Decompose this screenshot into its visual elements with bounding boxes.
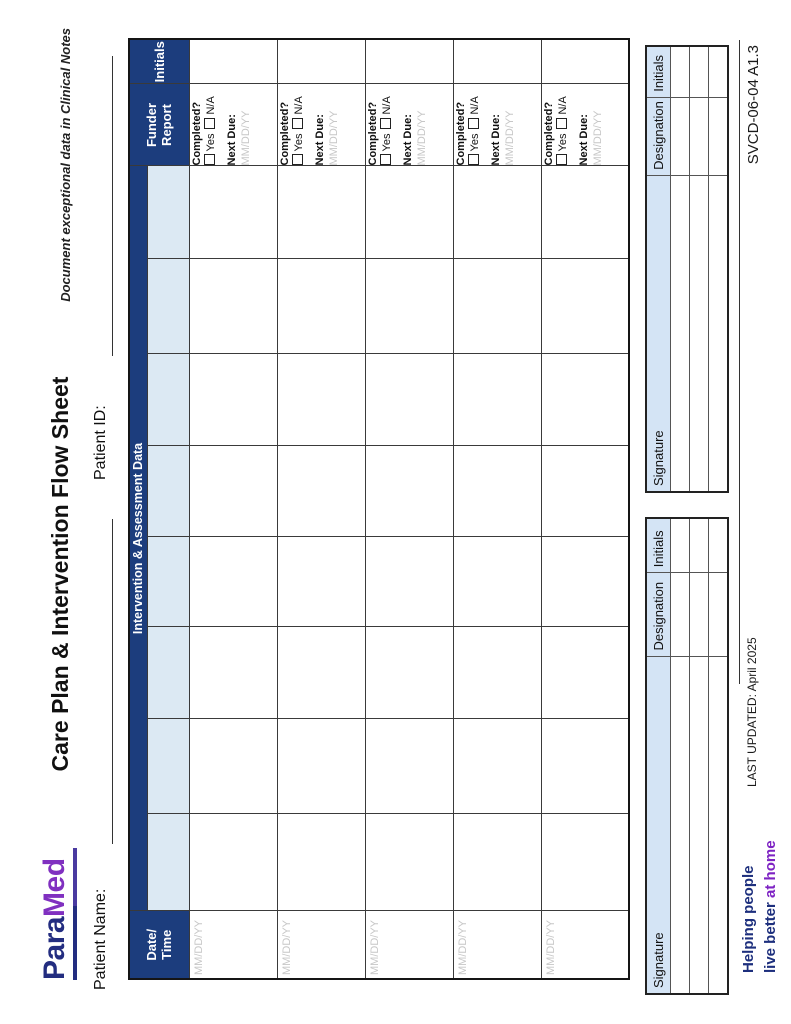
date-time-cell[interactable] (453, 911, 541, 979)
date-placeholder: MM/DD/YY (456, 920, 469, 975)
intervention-cell[interactable] (365, 719, 453, 814)
signature-row (709, 518, 729, 994)
intervention-cell[interactable] (453, 166, 541, 259)
intervention-cell[interactable] (541, 537, 629, 627)
intervention-label-cell[interactable] (147, 719, 189, 814)
next-due-placeholder: MM/DD/YY (415, 110, 428, 166)
logo-para-text: Para (38, 916, 71, 980)
checkbox-na-icon[interactable] (204, 118, 215, 129)
intervention-cell[interactable] (453, 354, 541, 446)
footer-divider (739, 40, 740, 684)
clinical-note-text: Document exceptional data in Clinical Notes (58, 28, 73, 302)
funder-report-cell (453, 84, 541, 166)
intervention-label-cell[interactable] (147, 814, 189, 911)
checkbox-na-icon[interactable] (380, 118, 391, 129)
completed-label: Completed? (278, 101, 291, 166)
intervention-cell[interactable] (453, 537, 541, 627)
signature-header-row (646, 518, 671, 994)
sig-header-signature: Signature (646, 175, 671, 492)
intervention-cell[interactable] (541, 354, 629, 446)
patient-name-line[interactable] (95, 519, 113, 844)
intervention-cell[interactable] (365, 166, 453, 259)
intervention-cell[interactable] (541, 259, 629, 354)
initials-cell[interactable] (189, 39, 277, 84)
intervention-cell[interactable] (277, 354, 365, 446)
intervention-cell[interactable] (189, 166, 277, 259)
intervention-label-cell[interactable] (147, 537, 189, 627)
intervention-cell[interactable] (277, 627, 365, 719)
completed-label: Completed? (542, 101, 555, 166)
sig-header-initials: Initials (646, 518, 671, 573)
intervention-label-cell[interactable] (147, 446, 189, 537)
patient-name-label: Patient Name: (92, 888, 109, 990)
funder-report-cell (189, 84, 277, 166)
flow-sheet-table (128, 38, 630, 980)
signature-cell[interactable] (671, 175, 690, 492)
yes-label: Yes (292, 133, 305, 152)
checkbox-yes-icon[interactable] (556, 154, 567, 165)
date-placeholder: MM/DD/YY (192, 920, 205, 975)
intervention-cell[interactable] (541, 719, 629, 814)
intervention-cell[interactable] (453, 259, 541, 354)
intervention-cell[interactable] (277, 537, 365, 627)
na-label: N/A (468, 96, 481, 115)
logo-med-text: Med (38, 858, 71, 917)
next-due-label: Next Due: (401, 114, 414, 166)
next-due-label: Next Due: (313, 114, 326, 166)
signature-table-right (645, 45, 729, 493)
intervention-cell[interactable] (453, 719, 541, 814)
intervention-cell[interactable] (365, 259, 453, 354)
initials-cell[interactable] (277, 39, 365, 84)
designation-cell[interactable] (709, 573, 729, 656)
tagline-line1: Helping people (740, 865, 757, 973)
date-placeholder: MM/DD/YY (280, 920, 293, 975)
signature-header-row (646, 46, 671, 492)
designation-cell[interactable] (690, 573, 709, 656)
intervention-cell[interactable] (453, 446, 541, 537)
table-row (541, 39, 629, 979)
designation-cell[interactable] (671, 97, 690, 175)
sig-initials-cell[interactable] (671, 46, 690, 97)
date-placeholder: MM/DD/YY (544, 920, 557, 975)
intervention-cell[interactable] (541, 814, 629, 911)
intervention-cell[interactable] (541, 166, 629, 259)
next-due-placeholder: MM/DD/YY (327, 110, 340, 166)
table-row (453, 39, 541, 979)
sig-initials-cell[interactable] (709, 518, 729, 573)
header-initials: Initials (129, 39, 189, 84)
checkbox-yes-icon[interactable] (468, 154, 479, 165)
next-due-placeholder: MM/DD/YY (503, 110, 516, 166)
checkbox-na-icon[interactable] (292, 118, 303, 129)
signature-cell[interactable] (709, 175, 729, 492)
sig-header-signature: Signature (646, 656, 671, 994)
completed-label: Completed? (366, 101, 379, 166)
intervention-cell[interactable] (189, 259, 277, 354)
checkbox-na-icon[interactable] (468, 118, 479, 129)
designation-cell[interactable] (671, 573, 690, 656)
intervention-cell[interactable] (189, 719, 277, 814)
intervention-cell[interactable] (277, 814, 365, 911)
signature-row (709, 46, 729, 492)
tagline (738, 840, 782, 973)
intervention-cell[interactable] (453, 814, 541, 911)
next-due-placeholder: MM/DD/YY (591, 110, 604, 166)
header-date-time: Date/ Time (129, 911, 189, 979)
na-label: N/A (292, 96, 305, 115)
designation-cell[interactable] (690, 97, 709, 175)
intervention-cell[interactable] (453, 627, 541, 719)
patient-id-label: Patient ID: (92, 405, 109, 480)
na-label: N/A (204, 96, 217, 115)
intervention-cell[interactable] (365, 446, 453, 537)
intervention-cell[interactable] (277, 719, 365, 814)
table-row (277, 39, 365, 979)
initials-cell[interactable] (365, 39, 453, 84)
signature-cell[interactable] (671, 656, 690, 994)
tagline-line2: live better at home (762, 840, 779, 973)
header-intervention-data: Intervention & Assessment Data (129, 166, 147, 911)
checkbox-yes-icon[interactable] (292, 154, 303, 165)
header-funder-report: Funder Report (129, 84, 189, 166)
intervention-cell[interactable] (189, 627, 277, 719)
intervention-cell[interactable] (189, 814, 277, 911)
page-title: Care Plan & Intervention Flow Sheet (47, 376, 73, 772)
intervention-cell[interactable] (365, 537, 453, 627)
next-due-label: Next Due: (577, 114, 590, 166)
date-time-cell[interactable] (189, 911, 277, 979)
designation-cell[interactable] (709, 97, 729, 175)
intervention-cell[interactable] (277, 259, 365, 354)
table-row (189, 39, 277, 979)
intervention-cell[interactable] (277, 446, 365, 537)
intervention-label-cell[interactable] (147, 259, 189, 354)
initials-cell[interactable] (453, 39, 541, 84)
na-label: N/A (556, 96, 569, 115)
intervention-label-cell[interactable] (147, 166, 189, 259)
checkbox-na-icon[interactable] (556, 118, 567, 129)
next-due-placeholder: MM/DD/YY (239, 110, 252, 166)
completed-label: Completed? (454, 101, 467, 166)
initials-cell[interactable] (541, 39, 629, 84)
sig-initials-cell[interactable] (690, 46, 709, 97)
intervention-cell[interactable] (541, 446, 629, 537)
funder-report-cell (365, 84, 453, 166)
yes-label: Yes (204, 133, 217, 152)
signature-cell[interactable] (690, 656, 709, 994)
sig-header-initials: Initials (646, 46, 671, 97)
na-label: N/A (380, 96, 393, 115)
sig-initials-cell[interactable] (690, 518, 709, 573)
intervention-label-row (147, 39, 189, 979)
sig-header-designation: Designation (646, 97, 671, 175)
date-time-cell[interactable] (277, 911, 365, 979)
checkbox-yes-icon[interactable] (380, 154, 391, 165)
intervention-cell[interactable] (189, 354, 277, 446)
table-row (365, 39, 453, 979)
yes-label: Yes (556, 133, 569, 152)
next-due-label: Next Due: (489, 114, 502, 166)
funder-report-cell (541, 84, 629, 166)
completed-label: Completed? (190, 101, 203, 166)
sig-header-designation: Designation (646, 573, 671, 656)
signature-cell[interactable] (709, 656, 729, 994)
signature-cell[interactable] (690, 175, 709, 492)
intervention-label-cell[interactable] (147, 627, 189, 719)
sig-initials-cell[interactable] (671, 518, 690, 573)
signature-row (690, 518, 709, 994)
intervention-cell[interactable] (365, 627, 453, 719)
sig-initials-cell[interactable] (709, 46, 729, 97)
table-header-row (129, 39, 147, 979)
intervention-cell[interactable] (365, 354, 453, 446)
signature-row (671, 518, 690, 994)
yes-label: Yes (380, 133, 393, 152)
signature-row (690, 46, 709, 492)
intervention-cell[interactable] (189, 537, 277, 627)
last-updated-text: LAST UPDATED: April 2025 (745, 637, 759, 787)
intervention-cell[interactable] (365, 814, 453, 911)
next-due-label: Next Due: (225, 114, 238, 166)
form-code: SVCD-06-04 A1.3 (745, 45, 762, 165)
date-placeholder: MM/DD/YY (368, 920, 381, 975)
intervention-label-cell[interactable] (147, 354, 189, 446)
date-time-cell[interactable] (541, 911, 629, 979)
yes-label: Yes (468, 133, 481, 152)
funder-report-cell (277, 84, 365, 166)
signature-table-left (645, 517, 729, 995)
checkbox-yes-icon[interactable] (204, 154, 215, 165)
intervention-cell[interactable] (541, 627, 629, 719)
patient-id-line[interactable] (95, 56, 113, 356)
intervention-cell[interactable] (189, 446, 277, 537)
date-time-cell[interactable] (365, 911, 453, 979)
intervention-cell[interactable] (277, 166, 365, 259)
signature-row (671, 46, 690, 492)
